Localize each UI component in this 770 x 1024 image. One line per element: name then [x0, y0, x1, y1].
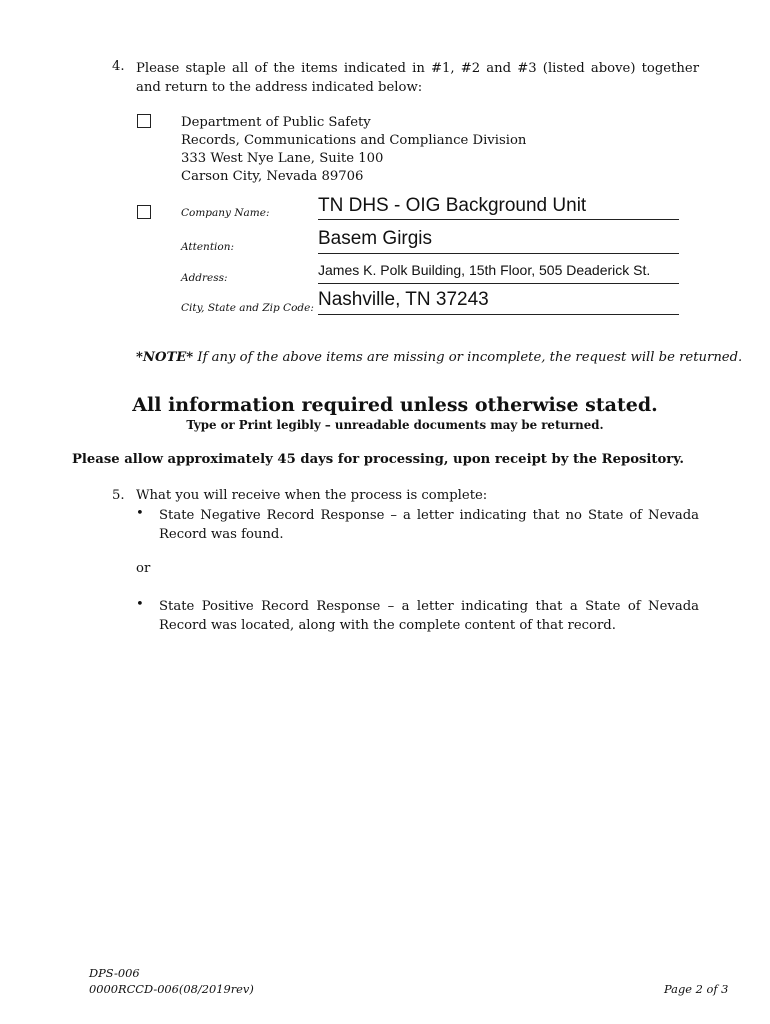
item-5-intro: What you will receive when the process is complete: [136, 488, 488, 503]
address-line-3: 333 West Nye Lane, Suite 100 [181, 151, 384, 166]
address-label: Address: [181, 272, 228, 284]
bullet-2-glyph: • [136, 597, 144, 612]
positive-record-response-text: State Positive Record Response – a letter indicating that a State of Nevada Record was located, along with the complete content of that record. [159, 599, 699, 633]
form-id: DPS-006 [89, 966, 140, 980]
item-4-text: Please staple all of the items indicated in #1, #2 and #3 (listed above) together and return to the address indicated below: [136, 61, 699, 95]
processing-time-notice: Please allow approximately 45 days for processing, upon receipt by the Repository. [71, 452, 684, 467]
address-line-4: Carson City, Nevada 89706 [181, 169, 364, 184]
bullet-1-glyph: • [136, 506, 144, 521]
note-body: If any of the above items are missing or incomplete, the request will be returned. [193, 350, 743, 365]
negative-record-response-text: State Negative Record Response – a letter indicating that no State of Nevada Record was found. [159, 508, 699, 542]
attention-label: Attention: [181, 241, 235, 253]
note-prefix: *NOTE* [136, 350, 194, 365]
item-number-4: 4. [112, 59, 125, 74]
page-number: Page 2 of 3 [664, 982, 729, 996]
required-info-heading: All information required unless otherwise stated. [132, 394, 658, 416]
item-number-5: 5. [112, 488, 125, 503]
address-line-1: Department of Public Safety [181, 115, 371, 130]
address-line-2: Records, Communications and Compliance Division [181, 133, 527, 148]
legibility-subheading: Type or Print legibly – unreadable documents may be returned. [186, 418, 604, 432]
company-name-label: Company Name: [181, 207, 270, 219]
city-state-zip-label: City, State and Zip Code: [181, 302, 314, 314]
address-option-checkbox[interactable] [137, 114, 151, 128]
other-address-checkbox[interactable] [137, 205, 151, 219]
note-text [136, 350, 742, 365]
city-state-zip-field[interactable]: Nashville, TN 37243 [318, 289, 679, 315]
or-text: or [136, 561, 151, 576]
form-revision: 0000RCCD-006(08/2019rev) [89, 982, 254, 996]
company-name-field[interactable]: TN DHS - OIG Background Unit [318, 195, 679, 220]
address-field[interactable]: James K. Polk Building, 15th Floor, 505 Deaderick St. [318, 262, 679, 284]
attention-field[interactable]: Basem Girgis [318, 228, 679, 254]
